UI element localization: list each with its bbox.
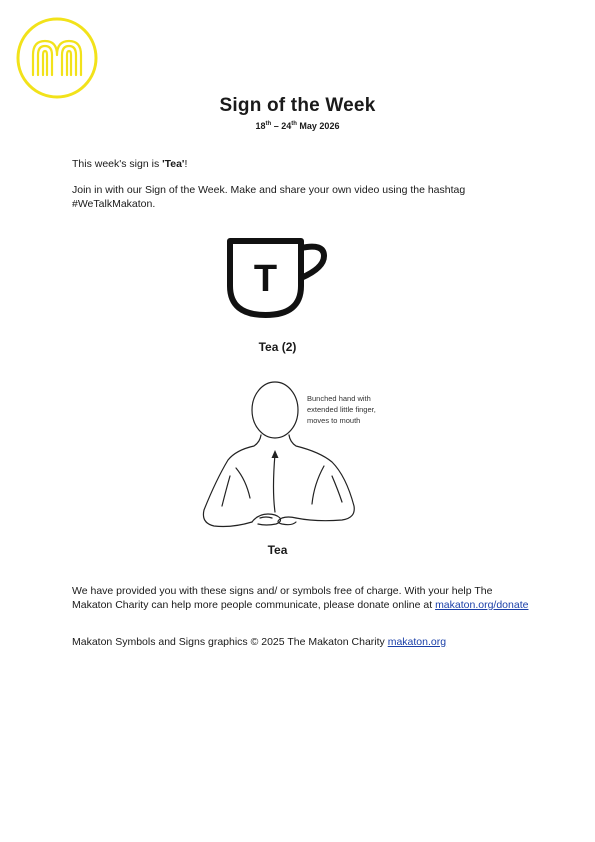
date-separator: – [271, 121, 282, 131]
donate-link[interactable]: makaton.org/donate [435, 598, 529, 611]
date-end-suffix: th [291, 121, 297, 127]
sign-instruction-line2: extended little finger, [307, 405, 376, 414]
tea-cup-symbol [225, 236, 329, 320]
date-range [0, 121, 595, 131]
symbol-caption: Tea (2) [258, 340, 297, 354]
date-end-day: 24 [281, 121, 292, 131]
sign-intro-prefix: This week's sign is [72, 158, 163, 170]
sign-intro-suffix: ! [184, 158, 188, 170]
page-title: Sign of the Week [219, 95, 376, 116]
makaton-site-link[interactable]: makaton.org [387, 636, 447, 648]
join-paragraph: Join in with our Sign of the Week. Make and share your own video using the hashtag #WeTalkMakaton. [72, 184, 466, 210]
donate-text: We have provided you with these signs and/ or symbols free of charge. With your help The Makaton Charity can help more people communicate, please donate online at [72, 585, 493, 611]
copyright-paragraph [72, 636, 532, 650]
sign-intro [72, 158, 532, 172]
sign-instruction-line3: moves to mouth [307, 416, 361, 425]
date-month-year: May 2026 [296, 121, 340, 131]
movement-arrowhead [272, 450, 279, 458]
symbol-letter: T [253, 258, 278, 300]
date-start-day: 18 [255, 121, 266, 131]
copyright-text: Makaton Symbols and Signs graphics © 2025 The Makaton Charity [72, 636, 388, 648]
sign-caption: Tea [267, 543, 288, 557]
date-start-suffix: th [265, 121, 272, 127]
sign-name: 'Tea' [162, 158, 185, 170]
makaton-logo [16, 17, 98, 99]
sign-instruction [307, 393, 417, 426]
sign-instruction-line1: Bunched hand with [307, 394, 371, 403]
donate-paragraph [72, 585, 532, 612]
